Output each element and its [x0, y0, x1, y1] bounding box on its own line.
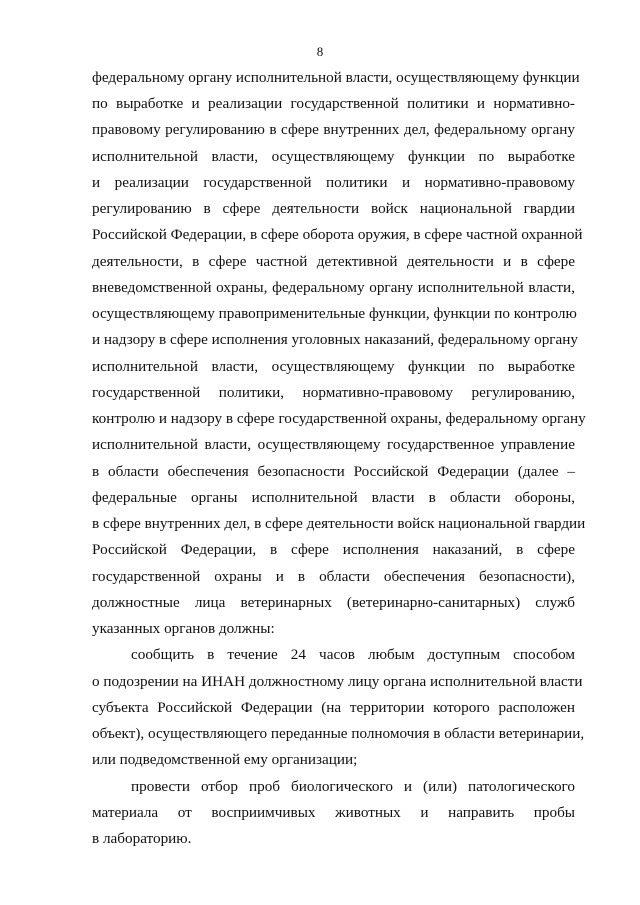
text-line: субъекта Российской Федерации (на территории которого расположен: [92, 699, 575, 716]
text-line: провести отбор проб биологического и (или) патологического: [131, 778, 575, 795]
text-line: исполнительной власти, осуществляющему функции по выработке: [92, 358, 575, 375]
text-line: и реализации государственной политики и нормативно-правовому: [92, 174, 575, 191]
text-line: в области обеспечения безопасности Российской Федерации (далее –: [92, 463, 575, 480]
text-line: материала от восприимчивых животных и направить пробы: [92, 804, 575, 821]
text-line: федеральному органу исполнительной власти, осуществляющему функции: [92, 69, 580, 86]
text-line: государственной охраны и в области обеспечения безопасности),: [92, 568, 575, 585]
text-line: указанных органов должны:: [92, 620, 275, 637]
text-line: исполнительной власти, осуществляющему государственное управление: [92, 436, 575, 453]
text-line: вневедомственной охраны, федеральному органу исполнительной власти,: [92, 279, 575, 296]
page-number: 8: [316, 44, 324, 59]
text-line: осуществляющему правоприменительные функции, функции по контролю: [92, 305, 577, 322]
text-line: правовому регулированию в сфере внутренних дел, федеральному органу: [92, 121, 575, 138]
text-line: федеральные органы исполнительной власти в области обороны,: [92, 489, 575, 506]
text-line: Российской Федерации, в сфере оборота оружия, в сфере частной охранной: [92, 226, 583, 243]
text-line: деятельности, в сфере частной детективной деятельности и в сфере: [92, 253, 575, 270]
text-line: сообщить в течение 24 часов любым доступным способом: [131, 646, 575, 663]
text-line: в лабораторию.: [92, 830, 192, 847]
text-line: контролю и надзору в сфере государственной охраны, федеральному органу: [92, 410, 586, 427]
text-line: государственной политики, нормативно-правовому регулированию,: [92, 384, 575, 401]
text-line: о подозрении на ИНАН должностному лицу органа исполнительной власти: [92, 673, 583, 690]
text-line: Российской Федерации, в сфере исполнения наказаний, в сфере: [92, 541, 575, 558]
text-line: или подведомственной ему организации;: [92, 751, 358, 768]
text-line: по выработке и реализации государственной политики и нормативно-: [92, 95, 575, 112]
text-line: объект), осуществляющего переданные полномочия в области ветеринарии,: [92, 725, 585, 742]
text-line: исполнительной власти, осуществляющему функции по выработке: [92, 148, 575, 165]
text-line: регулированию в сфере деятельности войск национальной гвардии: [92, 200, 575, 217]
text-line: и надзору в сфере исполнения уголовных наказаний, федеральному органу: [92, 331, 578, 348]
text-line: в сфере внутренних дел, в сфере деятельности войск национальной гвардии: [92, 515, 586, 532]
text-line: должностные лица ветеринарных (ветеринарно-санитарных) служб: [92, 594, 575, 611]
